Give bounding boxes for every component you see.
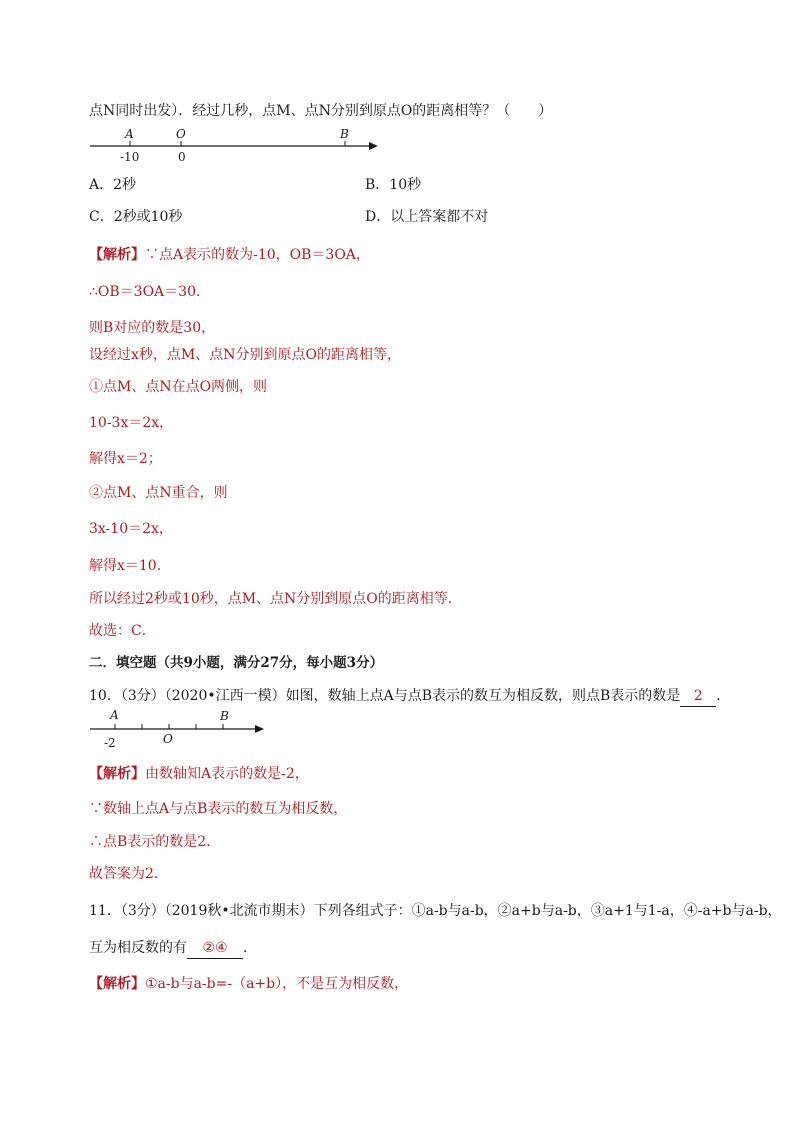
q9-step-1: ∴OB＝3OA＝30． [89, 284, 210, 300]
q10-answer: 2 [680, 686, 716, 707]
q10-label-o: O [163, 732, 173, 746]
q10-stem-end: ． [716, 688, 731, 704]
q9-label-b: B [340, 127, 349, 141]
q10-analysis-tag: 【解析】 [89, 766, 145, 782]
q10-stem [89, 686, 730, 707]
q9-number-line [88, 124, 388, 166]
q9-choice-b: B．10秒 [365, 177, 422, 193]
q10-label-a: A [110, 708, 119, 722]
q9-step-9: 解得x＝10． [89, 558, 171, 574]
q10-step-3: 故答案为2． [89, 866, 168, 882]
q10-analysis-first: 由数轴知A表示的数是-2， [145, 766, 309, 782]
q9-tick-0: 0 [178, 150, 186, 164]
q11-analysis-first: ①a-b与a-b=-（a+b），不是互为相反数， [145, 976, 409, 992]
q10-tick-minus2: -2 [104, 736, 116, 750]
q10-label-b: B [220, 709, 229, 723]
q10-stem-text: 10．（3分）（2020•江西一模）如图，数轴上点A与点B表示的数互为相反数，则点B表示的数是 [89, 688, 681, 704]
q9-stem-end: 点N同时出发）．经过几秒，点M、点N分别到原点O的距离相等？（ ） [89, 103, 553, 119]
q9-step-10: 所以经过2秒或10秒，点M、点N分别到原点O的距离相等． [89, 591, 462, 607]
q11-answer: ②④ [187, 938, 243, 959]
q9-analysis-line [89, 245, 370, 265]
q11-analysis-line [89, 974, 408, 994]
q9-tick-minus10: -10 [120, 150, 140, 164]
q10-number-line [88, 707, 278, 749]
q9-choice-c: C．2秒或10秒 [89, 209, 183, 225]
q9-choice-a: A．2秒 [89, 177, 137, 193]
q9-step-3: 设经过x秒，点M、点N分别到原点O的距离相等， [89, 347, 401, 363]
q9-step-6: 解得x＝2； [89, 451, 162, 467]
q9-choice-d: D．以上答案都不对 [365, 209, 489, 225]
q11-stem-line2 [89, 938, 257, 959]
q9-analysis-tag: 【解析】 [89, 247, 145, 263]
q9-step-4: ①点M、点N在点O两侧，则 [89, 379, 268, 395]
q9-step-2: 则B对应的数是30， [89, 320, 216, 336]
q10-step-2: ∴点B表示的数是2． [89, 834, 221, 850]
q11-stem2-end: ． [243, 940, 257, 956]
q9-step-11: 故选：C． [89, 623, 156, 639]
q9-label-o: O [176, 127, 186, 141]
q11-stem: 11．（3分）（2019秋•北流市期末）下列各组式子：①a-b与a-b，②a+b与a-b，③a+1与1-a，④-a+b与a-b， [89, 903, 782, 919]
q9-step-8: 3x-10＝2x， [89, 521, 173, 537]
q10-step-1: ∵数轴上点A与点B表示的数互为相反数， [89, 801, 348, 817]
q9-analysis-first: ∵点A表示的数为-10，OB＝3OA， [145, 247, 370, 263]
q11-analysis-tag: 【解析】 [89, 976, 145, 992]
q11-stem2-pre: 互为相反数的有 [89, 940, 187, 956]
q9-step-7: ②点M、点N重合，则 [89, 485, 228, 501]
q9-step-5: 10-3x＝2x， [89, 415, 174, 431]
section-heading-fill-in: 二．填空题（共9小题，满分27分，每小题3分） [89, 655, 384, 671]
q10-analysis-line [89, 764, 309, 784]
q9-label-a: A [125, 127, 134, 141]
